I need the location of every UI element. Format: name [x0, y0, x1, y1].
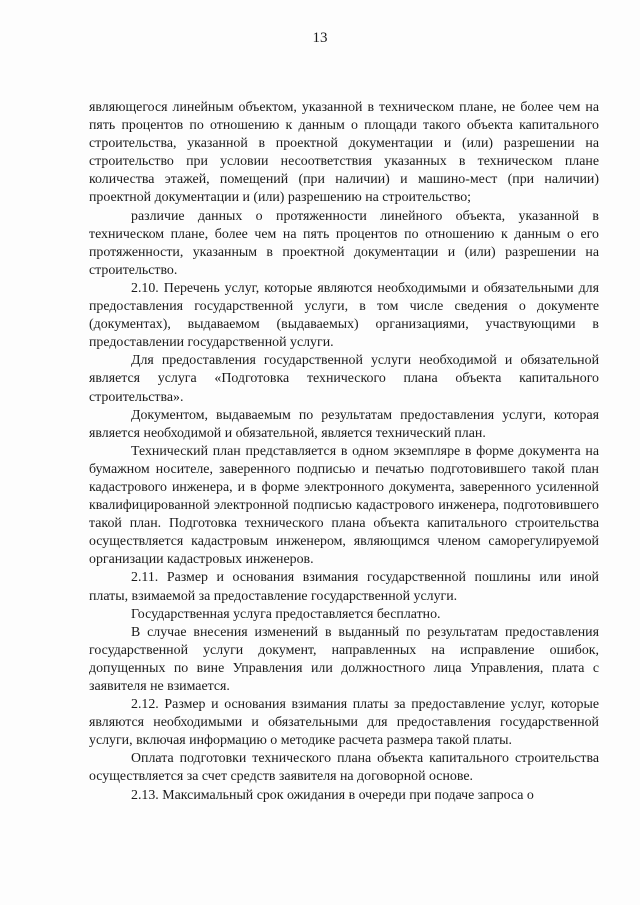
body-paragraph: 2.12. Размер и основания взимания платы за предоставление услуг, которые являются необходимыми и обязательными для предоставления государственной услуги, включая информацию о методике расчета размера такой платы.	[89, 697, 599, 749]
body-paragraph: В случае внесения изменений в выданный по результатам предоставления государственной услуги документ, направленных на исправление ошибок, допущенных по вине Управления или должностного лица Управления, плата с заявителя не взимается.	[89, 624, 599, 694]
body-paragraph: 2.13. Максимальный срок ожидания в очереди при подаче запроса о	[131, 787, 534, 803]
page-number: 13	[312, 30, 328, 46]
body-paragraph: Оплата подготовки технического плана объекта капитального строительства осуществляется за счет средств заявителя на договорной основе.	[89, 751, 599, 785]
body-paragraph: Технический план представляется в одном экземпляре в форме документа на бумажном носителе, заверенного подписью и печатью подготовившего такой план кадастрового инженера, и в форме электронного документа, заверенного усиленной квалифицированной электронной подписью кадастрового инженера, подготовившего такой план. Подготовка технического плана объекта капитального строительства осуществляется кадастровым инженером, являющимся членом саморегулируемой организации кадастровых инженеров.	[89, 443, 599, 568]
document-body	[89, 99, 599, 805]
body-paragraph: различие данных о протяженности линейного объекта, указанной в техническом плане, более чем на пять процентов по отношению к данным о его протяженности, указанным в проектной документации и (или) разрешении на строительство.	[89, 208, 599, 278]
body-paragraph: 2.10. Перечень услуг, которые являются необходимыми и обязательными для предоставления государственной услуги, в том числе сведения о документе (документах), выдаваемом (выдаваемых) организациями, участвующими в предоставлении государственной услуги.	[89, 280, 599, 351]
body-paragraph: являющегося линейным объектом, указанной в техническом плане, не более чем на пять процентов по отношению к данным о площади такого объекта капитального строительства, указанной в проектной документации и (или) разрешении на строительство при условии несоответствия указанных в техническом плане количества этажей, помещений (при наличии) и машино-мест (при наличии) проектной документации и (или) разрешению на строительство;	[89, 100, 599, 206]
body-paragraph: Для предоставления государственной услуги необходимой и обязательной является услуга «Подготовка технического плана объекта капитального строительства».	[89, 353, 599, 405]
body-paragraph: 2.11. Размер и основания взимания государственной пошлины или иной платы, взимаемой за предоставление государственной услуги.	[89, 570, 599, 604]
body-paragraph: Документом, выдаваемым по результатам предоставления услуги, которая является необходимой и обязательной, является технический план.	[89, 407, 599, 441]
body-paragraph: Государственная услуга предоставляется бесплатно.	[131, 606, 441, 622]
